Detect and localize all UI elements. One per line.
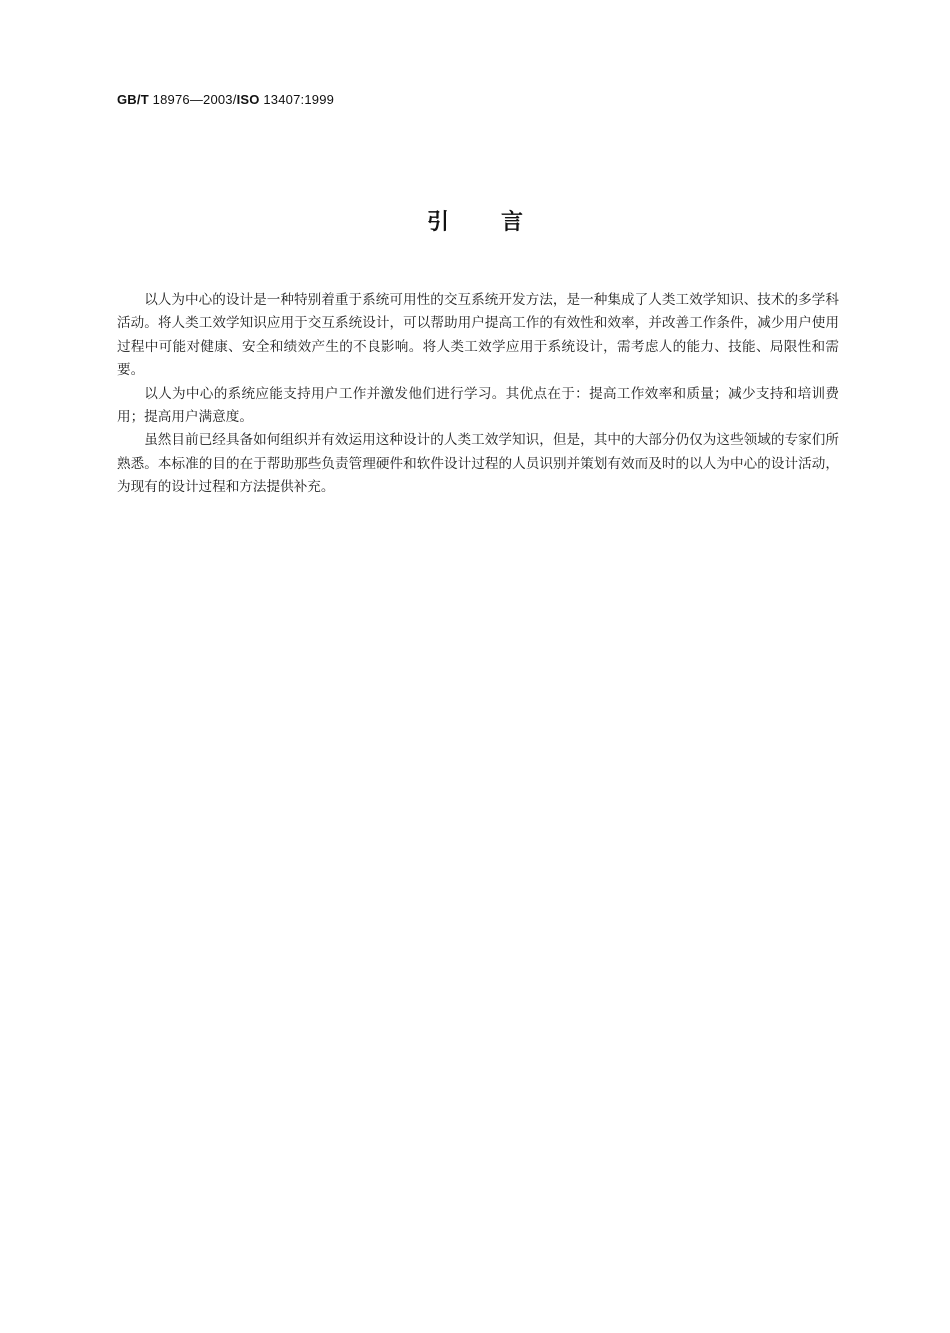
paragraph-2: 以人为中心的系统应能支持用户工作并激发他们进行学习。其优点在于：提高工作效率和质量；减少支持和培训费用；提高用户满意度。 (117, 385, 839, 426)
iso-prefix: ISO (236, 92, 260, 107)
paragraph-3: 虽然目前已经具备如何组织并有效运用这种设计的人类工效学知识，但是，其中的大部分仍仅为这些领域的专家们所熟悉。本标准的目的在于帮助那些负责管理硬件和软件设计过程的人员识别并策划有效而及时的以人为中心的设计活动，为现有的设计过程和方法提供补充。 (117, 432, 839, 496)
standard-prefix: GB/T (117, 92, 149, 107)
standard-header (117, 92, 334, 107)
paragraph-1: 以人为中心的设计是一种特别着重于系统可用性的交互系统开发方法，是一种集成了人类工效学知识、技术的多学科活动。将人类工效学知识应用于交互系统设计，可以帮助用户提高工作的有效性和效率，并改善工作条件，减少用户使用过程中可能对健康、安全和绩效产生的不良影响。将人类工效学应用于系统设计，需考虑人的能力、技能、局限性和需要。 (117, 292, 839, 379)
introduction-body (117, 289, 839, 500)
section-title: 引言 (426, 210, 575, 235)
standard-number: 18976—2003/ (148, 92, 237, 107)
iso-number: 13407:1999 (259, 92, 335, 107)
